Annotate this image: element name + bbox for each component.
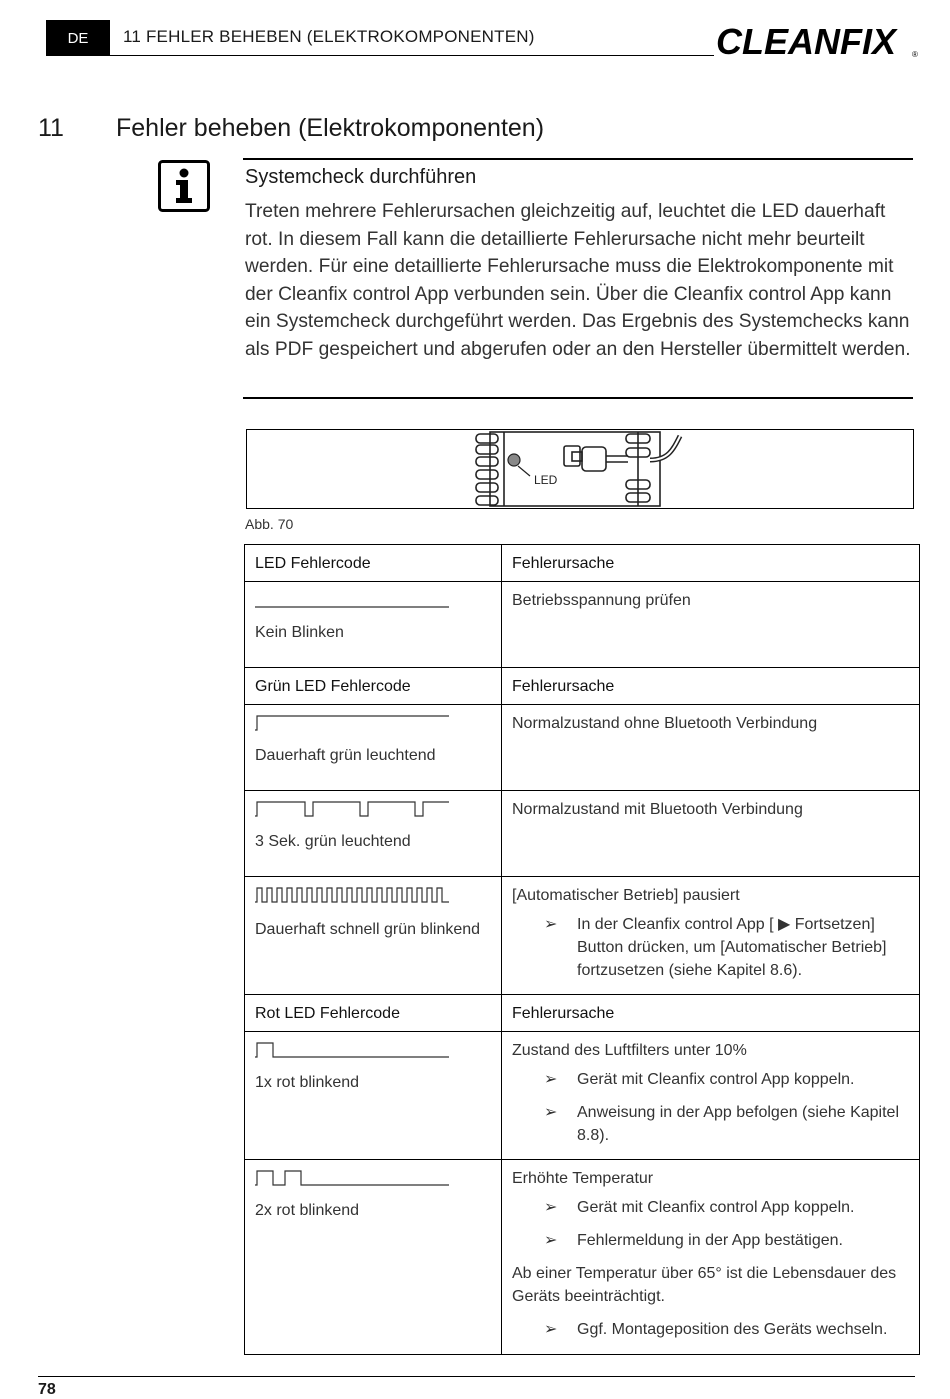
figure-caption: Abb. 70 [245,516,294,532]
cause-cell [502,1032,920,1160]
arrow-bullet-icon: ➢ [544,916,558,933]
code-cell [245,1032,502,1160]
cause-cell [502,582,920,668]
signal-waveform [255,591,449,609]
table-row [245,705,920,791]
cause-text: Normalzustand mit Bluetooth Verbindung [512,801,803,818]
svg-text:®: ® [912,50,918,59]
code-label: Dauerhaft grün leuchtend [255,747,436,764]
table-header-row [245,545,920,582]
code-label: 3 Sek. grün leuchtend [255,833,411,850]
language-badge [46,20,110,56]
signal-waveform [255,1169,449,1187]
logo-text: CLEANFIX [716,21,896,62]
instruction-list [512,913,909,982]
note-top-rule [243,158,913,160]
arrow-bullet-icon: ➢ [544,1071,558,1088]
code-label: Kein Blinken [255,624,344,641]
instruction-item: ➢ Gerät mit Cleanfix control App koppeln. [512,1196,909,1219]
arrow-bullet-icon: ➢ [544,1199,558,1216]
page-number: 78 [38,1381,56,1398]
cause-text: Normalzustand ohne Bluetooth Verbindung [512,715,818,732]
device-illustration [468,430,703,513]
code-cell [245,1160,502,1355]
table-row [245,1032,920,1160]
table-row [245,1160,920,1355]
note-body: Treten mehrere Fehlerursachen gleichzeitig auf, leuchtet die LED dauerhaft rot. In diesem Fall kann die detaillierte Fehlerursache nicht mehr beurteilt werden. Für eine detaillierte Fehlerursache muss die Elektrokomponente mit der Cleanfix control App verbunden sein. Über die Cleanfix control App kann ein Systemcheck durchgeführt werden. Das Ergebnis des Systemchecks kann als PDF gespeichert und abgerufen oder an den Hersteller übermittelt werden. [245,201,911,360]
instruction-list [512,1318,909,1341]
code-cell [245,705,502,791]
instruction-list [512,1068,909,1147]
section-number: 11 [38,114,64,142]
header-code-cell: LED Fehlercode [245,545,502,582]
cause-text: Betriebsspannung prüfen [512,592,691,609]
cause-text: Zustand des Luftfilters unter 10% [512,1042,747,1059]
header-code-cell: Rot LED Fehlercode [245,995,502,1032]
note-title: Systemcheck durchführen [245,166,477,188]
header-cause-cell: Fehlerursache [502,545,920,582]
cause-cell [502,791,920,877]
cause-text: [Automatischer Betrieb] pausiert [512,887,740,904]
table-header-row [245,668,920,705]
signal-waveform [255,714,449,732]
header-cause-cell: Fehlerursache [502,668,920,705]
code-label: 1x rot blinkend [255,1074,360,1091]
code-label: 2x rot blinkend [255,1202,360,1219]
header-rule [46,55,714,56]
signal-waveform [255,1041,449,1059]
table-header-row [245,995,920,1032]
info-icon [158,160,210,212]
cause-text: Erhöhte Temperatur [512,1170,654,1187]
arrow-bullet-icon: ➢ [544,1321,558,1338]
footer-rule [38,1376,915,1377]
language-label: DE [67,29,89,47]
led-error-code-table [244,544,920,1355]
arrow-bullet-icon: ➢ [544,1232,558,1249]
code-label: Dauerhaft schnell grün blinkend [255,921,481,938]
arrow-bullet-icon: ➢ [544,1104,558,1121]
cause-cell [502,877,920,995]
instruction-item: ➢ Gerät mit Cleanfix control App koppeln. [512,1068,909,1091]
instruction-item: ➢ Ggf. Montageposition des Geräts wechseln. [512,1318,909,1341]
cause-cell [502,1160,920,1355]
table-row [245,582,920,668]
table-row [245,877,920,995]
note-bottom-rule [243,397,913,399]
instruction-item: ➢ Fehlermeldung in der App bestätigen. [512,1229,909,1252]
cleanfix-logo [714,16,924,69]
signal-waveform [255,800,449,818]
instruction-item: ➢ Anweisung in der App befolgen (siehe Kapitel 8.8). [512,1101,909,1147]
signal-waveform [255,886,449,904]
running-header-title: 11 FEHLER BEHEBEN (ELEKTROKOMPONENTEN) [123,27,535,46]
header-code-cell: Grün LED Fehlercode [245,668,502,705]
code-cell [245,582,502,668]
code-cell [245,791,502,877]
table-row [245,791,920,877]
instruction-item: ➢ In der Cleanfix control App [ ▶ Fortsetzen] Button drücken, um [Automatischer Betrieb] fortzusetzen (siehe Kapitel 8.6). [512,913,909,982]
section-title: Fehler beheben (Elektrokomponenten) [116,114,545,142]
instruction-list [512,1196,909,1252]
code-cell [245,877,502,995]
led-label: LED [534,473,558,487]
cause-cell [502,705,920,791]
cause-note: Ab einer Temperatur über 65° ist die Lebensdauer des Geräts beeinträchtigt. [512,1265,897,1305]
header-cause-cell: Fehlerursache [502,995,920,1032]
